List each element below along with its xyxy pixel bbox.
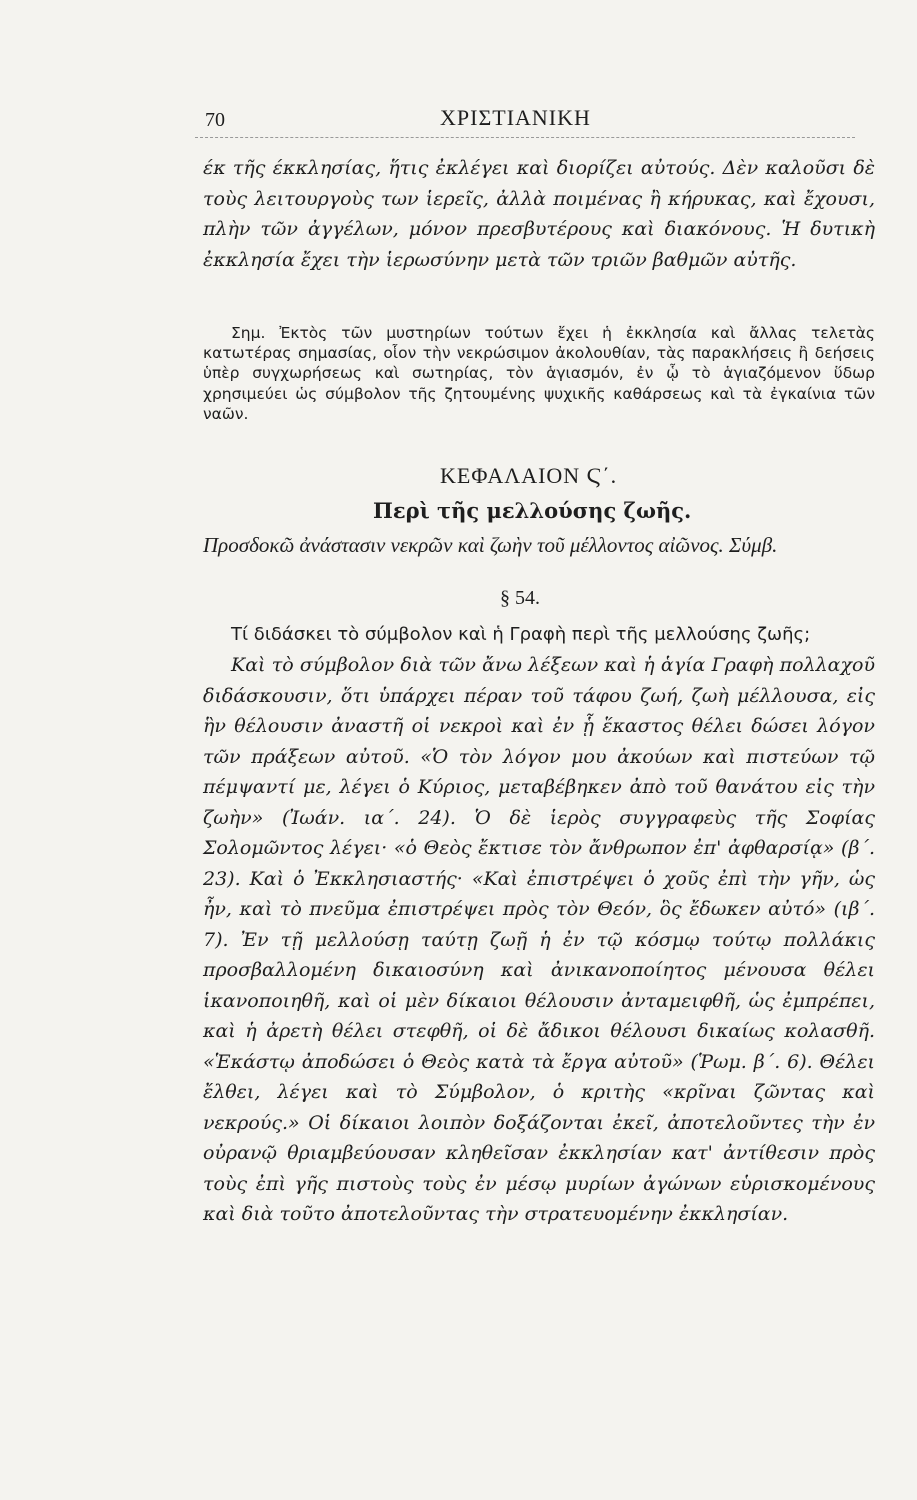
section-title: Περὶ τῆς μελλούσης ζωῆς. — [373, 498, 692, 523]
chapter-heading: ΚΕΦΑΛΑΙΟΝ Ϛ΄. — [440, 463, 618, 488]
running-title: ΧΡΙΣΤΙΑΝΙΚΗ — [440, 105, 591, 130]
question-text: Τί διδάσκει τὸ σύμβολον καὶ ἡ Γραφὴ περὶ τῆς μελλούσης ζωῆς; — [231, 624, 811, 645]
page-number: 70 — [205, 109, 225, 131]
header-rule — [195, 137, 855, 138]
creed-quote: Προσδοκῶ ἀνάστασιν νεκρῶν καὶ ζωὴν τοῦ μέλλοντος αἰῶνος. Σύμβ. — [203, 533, 778, 557]
answer-paragraph — [203, 650, 875, 1230]
note-text: Σημ. Ἐκτὸς τῶν μυστηρίων τούτων ἔχει ἡ ἐκκλησία καὶ ἄλλας τελετὰς κατωτέρας σημασίας, οἷον τὴν νεκρώσιμον ἀκολουθίαν, τὰς παρακλήσεις ἢ δεήσεις ὑπὲρ συγχωρήσεως καὶ σωτηρίας, τὸν ἁγιασμόν, ἐν ᾧ τὸ ἁγιαζόμενον ὕδωρ χρησιμεύει ὡς σύμβολον τῆς ζητουμένης ψυχικῆς καθάρσεως καὶ τὰ ἐγκαίνια τῶν ναῶν. — [203, 324, 875, 423]
book-page — [195, 95, 885, 1225]
paragraph-number: § 54. — [500, 587, 540, 609]
page-header — [195, 95, 885, 131]
paragraph-text: έκ τῆς έκκλησίας, ἥτις ἐκλέγει καὶ διορίζει αὐτούς. Δὲν καλοῦσι δὲ τοὺς λειτουργοὺς των ἱερεῖς, ἀλλὰ ποιμένας ἢ κήρυκας, καὶ ἔχουσι, πλὴν τῶν ἀγγέλων, μόνον πρεσβυτέρους καὶ διακόνους. Ἡ δυτικὴ ἐκκλησία ἔχει τὴν ἱερωσύνην μετὰ τῶν τριῶν βαθμῶν αὐτῆς. — [203, 157, 875, 271]
footnote-block — [203, 323, 875, 424]
paragraph-continued — [203, 153, 875, 275]
answer-text: Καὶ τὸ σύμβολον διὰ τῶν ἄνω λέξεων καὶ ἡ ἁγία Γραφὴ πολλαχοῦ διδάσκουσιν, ὅτι ὑπάρχει πέραν τοῦ τάφου ζωή, ζωὴ μέλλουσα, εἰς ἣν θέλουσιν ἀναστῆ οἱ νεκροὶ καὶ ἐν ᾗ ἕκαστος θέλει δώσει λόγον τῶν πράξεων αὐτοῦ. «Ὁ τὸν λόγον μου ἀκούων καὶ πιστεύων τῷ πέμψαντί με, λέγει ὁ Κύριος, μεταβέβηκεν ἀπὸ τοῦ θανάτου εἰς τὴν ζωὴν» (Ἰωάν. ια΄. 24). Ὁ δὲ ἱερὸς συγγραφεὺς τῆς Σοφίας Σολομῶντος λέγει· «ὁ Θεὸς ἔκτισε τὸν ἄνθρωπον ἐπ' ἀφθαρσίᾳ» (β΄. 23). Καὶ ὁ Ἐκκλησιαστής· «Καὶ ἐπιστρέψει ὁ χοῦς ἐπὶ τὴν γῆν, ὡς ἦν, καὶ τὸ πνεῦμα ἐπιστρέψει πρὸς τὸν Θεόν, ὃς ἔδωκεν αὐτό» (ιβ΄. 7). Ἐν τῇ μελλούσῃ ταύτῃ ζωῇ ἡ ἐν τῷ κόσμῳ τούτῳ πολλάκις προσβαλλομένη δικαιοσύνη καὶ ἀνικανοποίητος μένουσα θέλει ἱκανοποιηθῆ, καὶ οἱ μὲν δίκαιοι θέλουσιν ἀνταμειφθῆ, ὡς ἐμπρέπει, καὶ ἡ ἀρετὴ θέλει στεφθῆ, οἱ δὲ ἄδικοι θέλουσι δικαίως κολασθῆ. «Ἑκάστῳ ἀποδώσει ὁ Θεὸς κατὰ τὰ ἔργα αὐτοῦ» (Ῥωμ. β΄. 6). Θέλει ἔλθει, λέγει καὶ τὸ Σύμβολον, ὁ κριτὴς «κρῖναι ζῶντας καὶ νεκρούς.» Οἱ δίκαιοι λοιπὸν δοξάζονται ἐκεῖ, ἀποτελοῦντες τὴν ἐν οὐρανῷ θριαμβεύουσαν κληθεῖσαν ἐκκλησίαν κατ' ἀντίθεσιν πρὸς τοὺς ἐπὶ γῆς πιστοὺς τοὺς ἐν μέσῳ μυρίων ἀγώνων εὑρισκομένους καὶ διὰ τοῦτο ἀποτελοῦντας τὴν στρατευομένην ἐκκλησίαν. — [203, 654, 875, 1225]
